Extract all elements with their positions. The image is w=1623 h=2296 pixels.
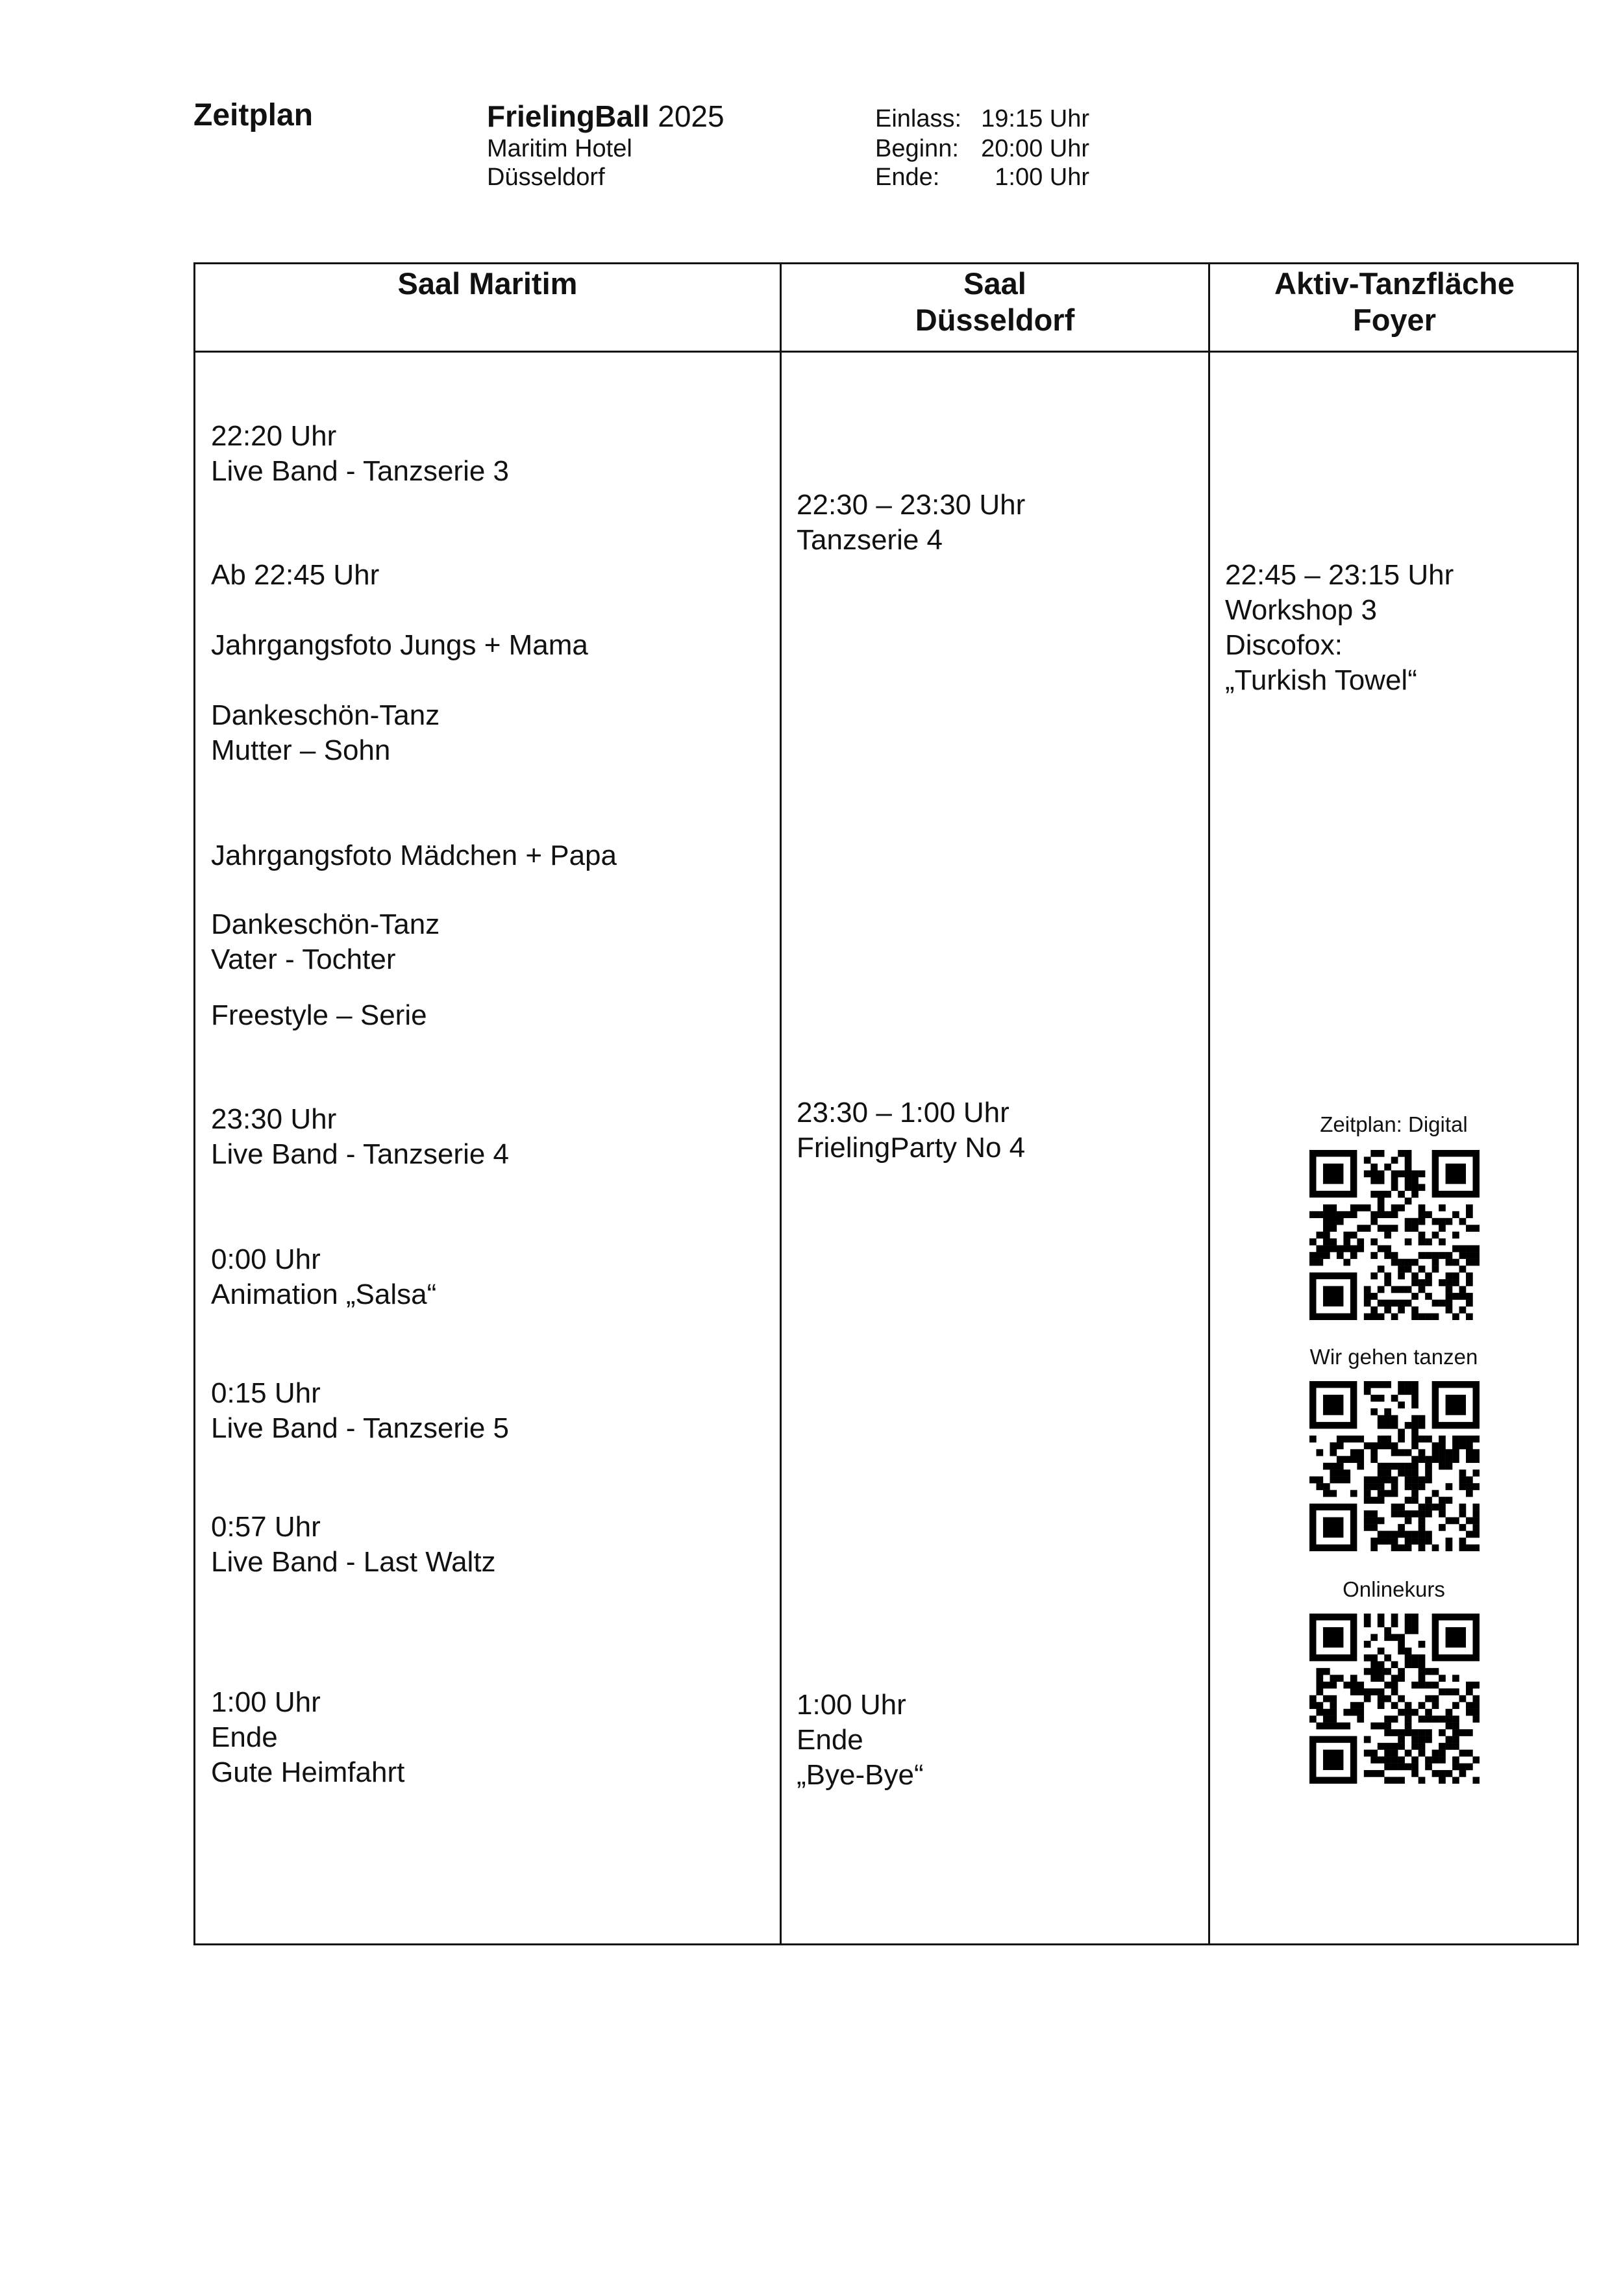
qr-label-onlinekurs: Onlinekurs: [1343, 1577, 1445, 1601]
column-header-saal-duesseldorf: [782, 264, 1208, 351]
time-label: Ende:: [875, 164, 940, 191]
entry-line: Tanzserie 4: [797, 524, 943, 556]
column-header-line: Foyer: [1353, 303, 1436, 337]
time-value: 1:00 Uhr: [995, 164, 1089, 191]
time-value: 20:00 Uhr: [981, 135, 1089, 162]
entry-line: Discofox:: [1225, 629, 1343, 661]
entry-line: Animation „Salsa“: [211, 1279, 437, 1310]
entry-line: Ende: [797, 1724, 863, 1756]
entry-line: 0:00 Uhr: [211, 1243, 321, 1275]
entry-line: 22:30 – 23:30 Uhr: [797, 489, 1026, 521]
venue-city: Düsseldorf: [487, 164, 605, 191]
event-name: [487, 99, 725, 134]
entry-line: 22:45 – 23:15 Uhr: [1225, 559, 1454, 591]
schedule-entry: [211, 1376, 509, 1446]
entry-line: 1:00 Uhr: [211, 1686, 321, 1718]
schedule-entry: [211, 419, 509, 489]
entry-line: 23:30 – 1:00 Uhr: [797, 1097, 1010, 1129]
entry-line: Mutter – Sohn: [211, 734, 391, 766]
column-header-foyer: [1210, 264, 1579, 351]
schedule-table: [193, 262, 1579, 1945]
time-label: Einlass:: [875, 105, 962, 132]
time-value: 19:15 Uhr: [981, 105, 1089, 132]
page-title: Zeitplan: [193, 98, 314, 132]
column-header-line: Düsseldorf: [915, 303, 1075, 337]
entry-line: Dankeschön-Tanz: [211, 908, 440, 940]
entry-line: Ab 22:45 Uhr: [211, 559, 380, 591]
entry-line: Live Band - Tanzserie 4: [211, 1138, 510, 1170]
schedule-entry: [211, 1685, 404, 1790]
entry-line: Live Band - Last Waltz: [211, 1546, 496, 1578]
schedule-entry: [797, 488, 1025, 558]
schedule-entry: [211, 907, 440, 977]
entry-line: 23:30 Uhr: [211, 1103, 337, 1135]
venue-hotel: Maritim Hotel: [487, 135, 632, 162]
entry-line: Jahrgangsfoto Jungs + Mama: [211, 629, 588, 661]
entry-line: Freestyle – Serie: [211, 999, 427, 1031]
qr-code-icon[interactable]: [1309, 1614, 1480, 1784]
event-year: 2025: [658, 99, 725, 133]
schedule-entry: [211, 1510, 496, 1580]
schedule-entry: [797, 1688, 924, 1793]
entry-line: Ende: [211, 1721, 278, 1753]
schedule-entry: [211, 1242, 436, 1312]
event-name-bold: FrielingBall: [487, 99, 650, 133]
schedule-entry: [797, 1095, 1025, 1166]
schedule-entry: [211, 628, 588, 663]
column-header-saal-maritim: [195, 264, 780, 351]
entry-line: Live Band - Tanzserie 5: [211, 1412, 510, 1444]
qr-label-zeitplan: Zeitplan: Digital: [1320, 1112, 1468, 1136]
entry-line: Workshop 3: [1225, 594, 1377, 626]
entry-line: „Turkish Towel“: [1225, 664, 1417, 696]
qr-code-icon[interactable]: [1309, 1150, 1480, 1320]
qr-code-icon[interactable]: [1309, 1381, 1480, 1551]
schedule-entry: [1225, 558, 1454, 698]
entry-line: Gute Heimfahrt: [211, 1756, 405, 1788]
entry-line: Dankeschön-Tanz: [211, 699, 440, 731]
column-header-line: Aktiv-Tanzfläche: [1274, 266, 1515, 301]
schedule-entry: [211, 838, 617, 873]
schedule-entry: [211, 1102, 509, 1172]
entry-line: 0:57 Uhr: [211, 1511, 321, 1543]
column-header-line: Saal: [963, 266, 1026, 301]
header-divider: [195, 351, 1577, 353]
schedule-entry: [211, 558, 379, 593]
entry-line: FrielingParty No 4: [797, 1132, 1026, 1164]
schedule-entry: [211, 998, 427, 1033]
entry-line: 22:20 Uhr: [211, 420, 337, 452]
column-divider: [1208, 264, 1210, 1943]
entry-line: Live Band - Tanzserie 3: [211, 455, 510, 487]
schedule-entry: [211, 698, 440, 768]
entry-line: 0:15 Uhr: [211, 1377, 321, 1409]
entry-line: 1:00 Uhr: [797, 1689, 906, 1721]
column-divider: [780, 264, 782, 1943]
entry-line: Vater - Tochter: [211, 943, 396, 975]
qr-label-wir-gehen-tanzen: Wir gehen tanzen: [1309, 1345, 1478, 1369]
entry-line: Jahrgangsfoto Mädchen + Papa: [211, 840, 617, 871]
entry-line: „Bye-Bye“: [797, 1759, 924, 1791]
column-header-line: Saal Maritim: [397, 266, 578, 301]
time-label: Beginn:: [875, 135, 959, 162]
